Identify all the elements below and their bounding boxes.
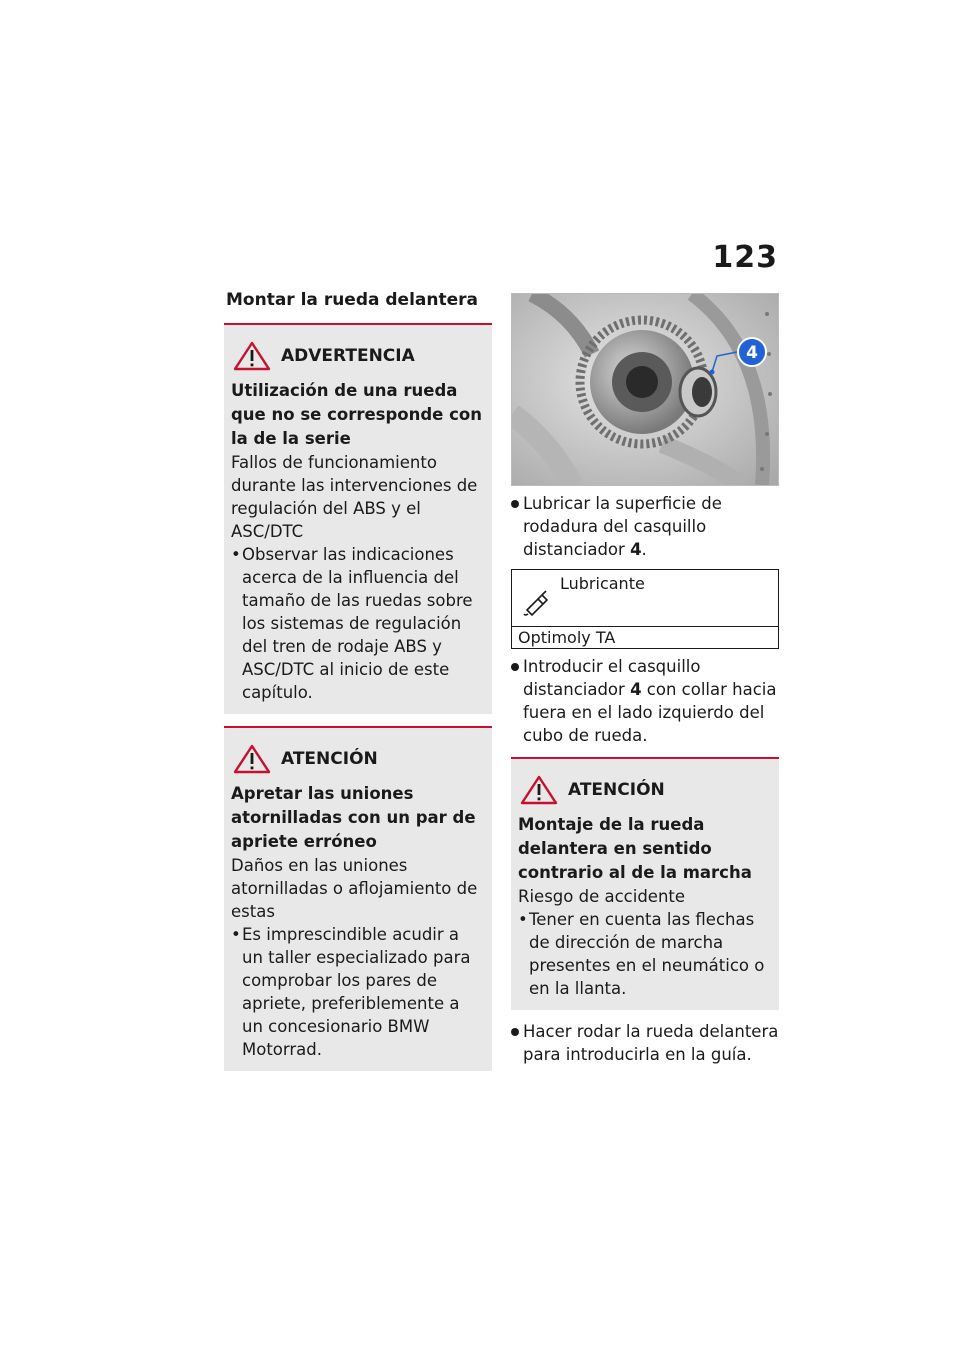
- step-2-end: con collar hacia fuera en el lado izquierdo del cubo de rueda.: [523, 680, 777, 745]
- lubricant-table: [511, 569, 779, 649]
- warning-triangle-icon: [520, 775, 558, 805]
- step-3-text: Hacer rodar la rueda delantera para introducirla en la guía.: [523, 1022, 779, 1064]
- step-1-end: .: [641, 540, 647, 559]
- attention-box-2: [511, 757, 779, 1010]
- attention-1-heading: Apretar las uniones atornilladas con un par de apriete erróneo: [231, 784, 476, 851]
- step-roll-wheel: [511, 1020, 779, 1066]
- wheel-hub-figure: [511, 293, 779, 486]
- attention-2-label: ATENCIÓN: [568, 779, 665, 800]
- attention-2-text: Riesgo de accidente: [518, 887, 686, 906]
- bullet-dot: [511, 1028, 519, 1036]
- attention-box-1-header: [231, 744, 485, 774]
- attention-1-bullet-text: • Es imprescindible acudir a un taller especializado para comprobar los pares de apriete, preferiblemente a un concesionario BMW Motorrad.: [242, 925, 471, 1059]
- step-lubricate: [511, 492, 779, 561]
- wheel-hub-illustration: [512, 294, 778, 485]
- step-1-text: Lubricar la superficie de rodadura del casquillo distanciador: [523, 494, 722, 559]
- attention-2-bullet-text: • Tener en cuenta las flechas de dirección de marcha presentes en el neumático o en la llanta.: [529, 910, 765, 998]
- callout-number: 4: [746, 343, 758, 363]
- attention-2-bullet: [518, 908, 772, 1000]
- step-2-text: Introducir el casquillo distanciador: [523, 657, 701, 699]
- step-2-ref: 4: [630, 680, 642, 699]
- attention-1-bullet: [231, 923, 485, 1061]
- right-column: [511, 293, 779, 1066]
- lubricant-header: [512, 570, 778, 627]
- warning-bullet-text: • Observar las indicaciones acerca de la influencia del tamaño de las ruedas sobre los sistemas de regulación del tren de rodaje ABS y ASC/DTC al inicio de este capítulo.: [242, 545, 473, 702]
- lubricant-value: Optimoly TA: [518, 628, 616, 647]
- left-column: [224, 289, 492, 1071]
- warning-triangle-icon: [233, 744, 271, 774]
- warning-bullet: [231, 543, 485, 704]
- warning-heading: Utilización de una rueda que no se corresponde con la de la serie: [231, 381, 482, 448]
- section-title: Montar la rueda delantera: [226, 290, 479, 310]
- lubricant-label: Lubricante: [560, 574, 645, 593]
- warning-text: Fallos de funcionamiento durante las intervenciones de regulación del ABS y el ASC/DTC: [231, 453, 478, 541]
- step-1-ref: 4: [630, 540, 642, 559]
- page-number: 123: [712, 240, 778, 275]
- warning-box-header: [231, 341, 485, 371]
- warning-label: ADVERTENCIA: [281, 345, 415, 366]
- attention-1-label: ATENCIÓN: [281, 748, 378, 769]
- step-insert-spacer: [511, 655, 779, 747]
- attention-box-1: [224, 726, 492, 1071]
- bullet-dot: [511, 663, 519, 671]
- attention-box-2-header: [518, 775, 772, 805]
- lubricant-tube-icon: [522, 588, 552, 618]
- warning-box: [224, 323, 492, 714]
- attention-2-heading: Montaje de la rueda delantera en sentido contrario al de la marcha: [518, 815, 752, 882]
- attention-1-text: Daños en las uniones atornilladas o aflojamiento de estas: [231, 856, 478, 921]
- bullet-dot: [511, 500, 519, 508]
- warning-triangle-icon: [233, 341, 271, 371]
